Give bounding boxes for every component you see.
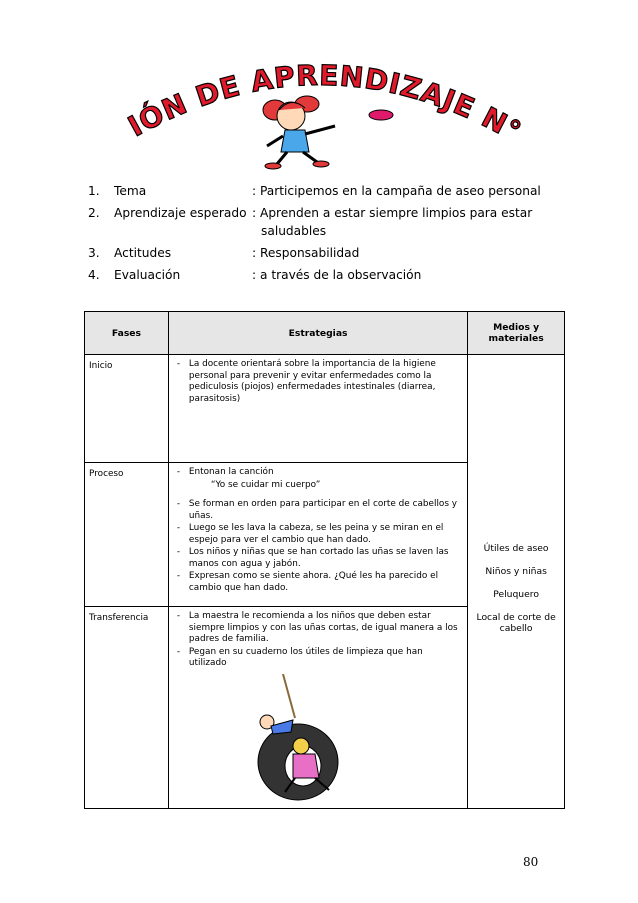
title-text: SESIÓN DE APRENDIZAJE N° 17 (99, 34, 528, 149)
medio-item: Útiles de aseo (483, 543, 549, 554)
strategy-item: - Expresan como se siente ahora. ¿Qué les ha parecido el cambio que han dado. (175, 571, 461, 594)
header-fases: Fases (85, 312, 169, 355)
medios-cell (468, 355, 565, 809)
info-value: : a través de la observación (252, 268, 422, 282)
info-num: 4. (88, 268, 100, 282)
session-info (88, 180, 568, 286)
info-num: 2. (88, 206, 100, 220)
strategy-item: - La docente orientará sobre la importancia de la higiene personal para prevenir y evitar enfermedades como la pediculosis (piojos) enfermedades intestinales (diarrea, parasitosis) (175, 359, 461, 405)
info-value: : Aprenden a estar siempre limpios para estar (252, 206, 533, 220)
info-label: Tema (114, 184, 147, 198)
info-row-aprendizaje (88, 202, 568, 224)
song-title: “Yo se cuidar mi cuerpo” (210, 479, 321, 490)
page-number: 80 (523, 855, 539, 869)
strategies-inicio (168, 355, 467, 463)
children-tire-swing-illustration (243, 674, 353, 804)
info-num: 3. (88, 246, 100, 260)
info-label: Evaluación (114, 268, 181, 282)
strategy-item: - Entonan la canción (175, 467, 461, 479)
info-value-continuation: saludables (261, 224, 327, 238)
strategy-item: - La maestra le recomienda a los niños que deben estar siempre limpios y con las uñas cortas, de igual manera a los padres de familia. (175, 611, 461, 646)
medio-item: Niños y niñas (485, 566, 547, 577)
girl-throwing-disc-illustration (255, 90, 365, 170)
info-num: 1. (88, 184, 100, 198)
fase-inicio: Inicio (85, 355, 169, 463)
info-row-tema (88, 180, 568, 202)
medio-item: Local de corte de cabello (476, 612, 556, 634)
strategy-item: - Se forman en orden para participar en el corte de cabellos y uñas. (175, 499, 461, 522)
info-label: Aprendizaje esperado (114, 206, 247, 220)
disc-icon (368, 108, 394, 122)
header-estrategias: Estrategias (168, 312, 467, 355)
info-row-actitudes (88, 242, 568, 264)
header-medios: Medios y materiales (468, 312, 565, 355)
info-label: Actitudes (114, 246, 172, 260)
info-value: : Participemos en la campaña de aseo personal (252, 184, 541, 198)
table-header-row (85, 312, 565, 355)
fase-proceso: Proceso (85, 463, 169, 607)
table-row-inicio (85, 355, 565, 463)
info-value: : Responsabilidad (252, 246, 360, 260)
medio-item: Peluquero (493, 589, 539, 600)
strategies-table (84, 311, 565, 809)
strategy-item: - Luego se les lava la cabeza, se les peina y se miran en el espejo para ver el cambio que han dado. (175, 523, 461, 546)
info-row-evaluacion (88, 264, 568, 286)
strategy-item: - Los niños y niñas que se han cortado las uñas se laven las manos con agua y jabón. (175, 547, 461, 570)
fase-transferencia: Transferencia (85, 607, 169, 809)
strategy-item: - Pegan en su cuaderno los útiles de limpieza que han utilizado (175, 647, 461, 670)
strategies-proceso (168, 463, 467, 607)
info-row-continuation (88, 224, 568, 242)
strategies-transferencia (168, 607, 467, 809)
